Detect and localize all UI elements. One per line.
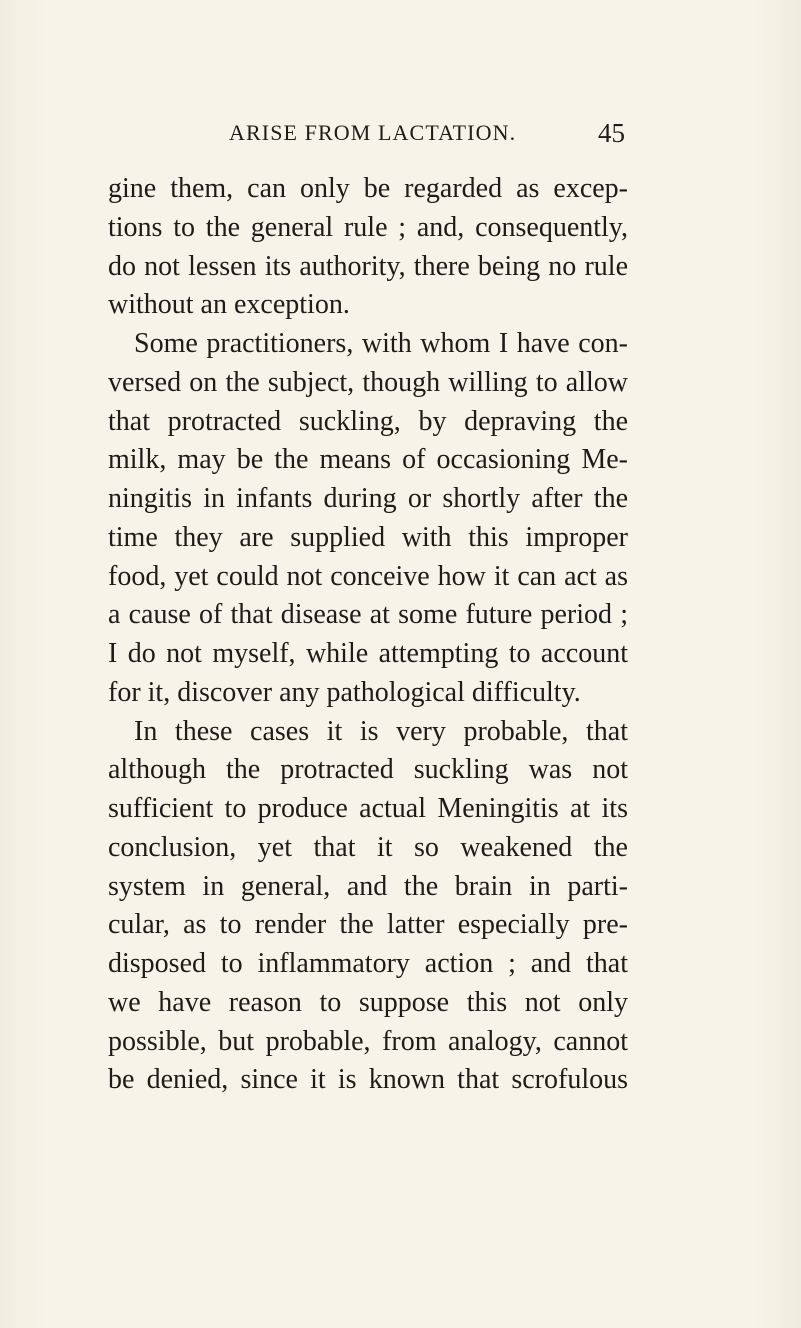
text-line: I do not myself, while attempting to account (108, 638, 628, 669)
running-title: ARISE FROM LACTATION. (229, 120, 517, 145)
text-line: tions to the general rule ; and, consequently, (108, 211, 628, 243)
text-line: versed on the subject, though willing to allow (108, 366, 628, 398)
text-line: a cause of that disease at some future period ; (108, 599, 628, 631)
text-line: system in general, and the brain in parti- (108, 870, 628, 902)
text-line: cular, as to render the latter especially pre- (108, 909, 628, 941)
body-text (108, 170, 628, 1100)
text-line: possible, but probable, from analogy, cannot (108, 1025, 628, 1057)
text-line: time they are supplied with this improper (108, 521, 628, 553)
text-line: do not lessen its authority, there being no rule (108, 250, 628, 282)
text-line: gine them, can only be regarded as excep- (108, 173, 628, 204)
text-line: conclusion, yet that it so weakened the (108, 831, 628, 863)
text-line: for it, discover any pathological difficulty. (108, 676, 581, 708)
text-line: that protracted suckling, by depraving the (108, 405, 628, 437)
text-line: food, yet could not conceive how it can act as (108, 560, 628, 592)
running-head (229, 116, 625, 150)
text-line: be denied, since it is known that scrofulous (108, 1064, 628, 1096)
text-line: we have reason to suppose this not only (108, 986, 628, 1018)
text-line: In these cases it is very probable, that (134, 715, 628, 747)
text-line: Some practitioners, with whom I have con- (134, 328, 628, 359)
text-line: although the protracted suckling was not (108, 754, 628, 786)
text-line: milk, may be the means of occasioning Me- (108, 444, 628, 476)
text-line: sufficient to produce actual Meningitis at its (108, 793, 628, 824)
page-number: 45 (598, 118, 625, 148)
text-line: without an exception. (108, 289, 350, 321)
text-line: disposed to inflammatory action ; and that (108, 948, 628, 979)
text-line: ningitis in infants during or shortly after the (108, 483, 628, 514)
